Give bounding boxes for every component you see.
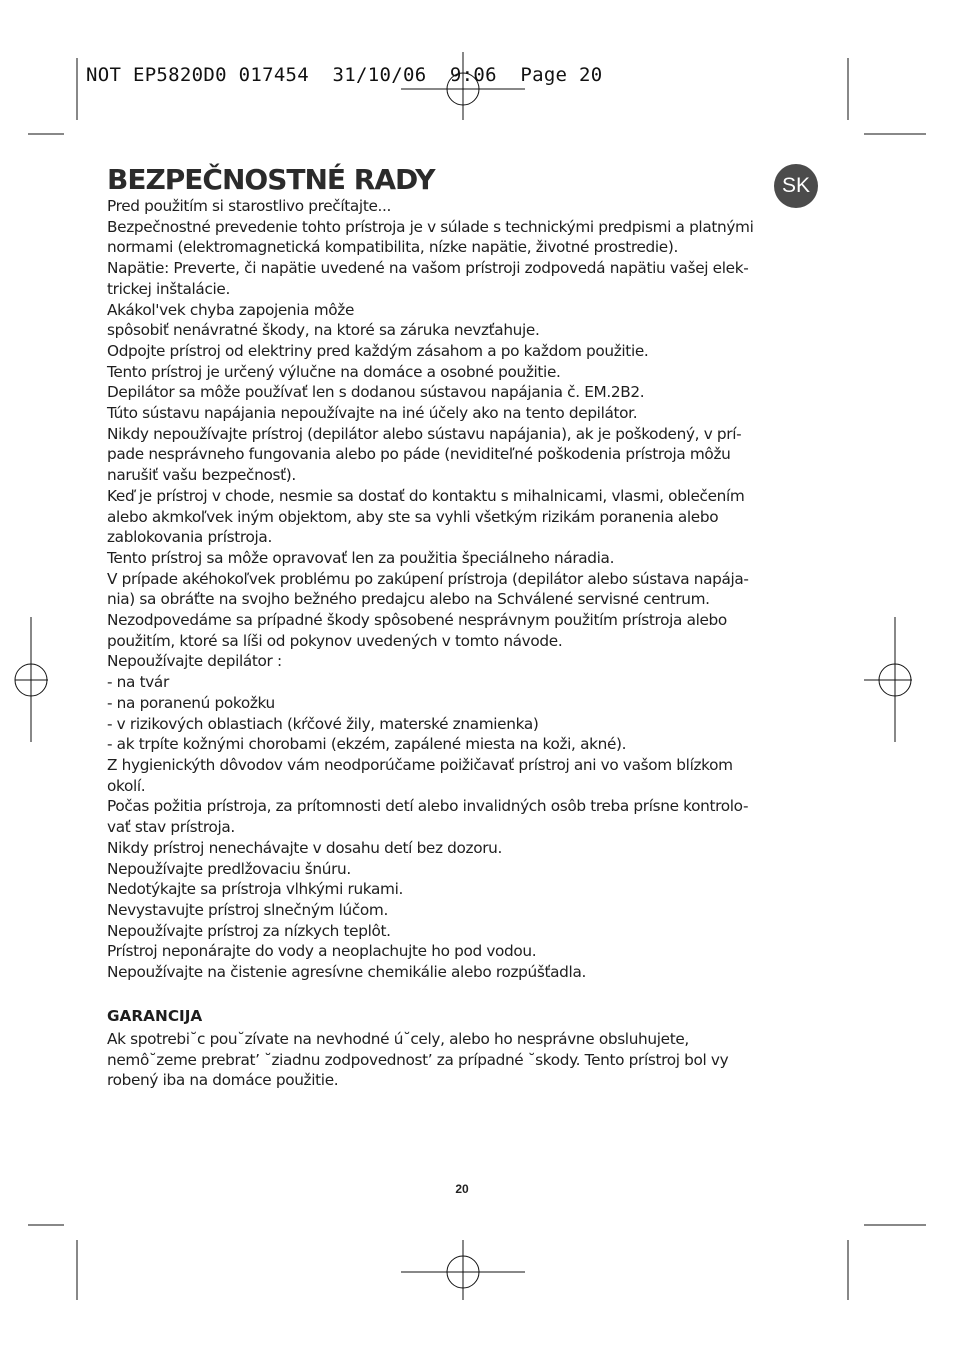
body-line: Počas požitia prístroja, za prítomnosti detí alebo invalidných osôb treba prísne kontrolo-	[107, 797, 749, 816]
body-line: pade nesprávneho fungovania alebo po páde (neviditeľné poškodenia prístroja môžu	[107, 445, 731, 464]
guarantee-line: nemô˘zeme prebrat’ ˘ziadnu zodpovednost’ za prípadné ˘skody. Tento prístroj bol vy	[107, 1050, 729, 1069]
body-line: Prístroj neponárajte do vody a neoplachujte ho pod vodou.	[107, 942, 537, 961]
body-line: Depilátor sa môže používať len s dodanou sústavou napájania č. EM.2B2.	[107, 383, 645, 402]
registration-mark-top	[401, 52, 525, 120]
body-line: normami (elektromagnetická kompatibilita, nízke napätie, životné prostredie).	[107, 238, 678, 257]
body-line: Nepoužívajte na čistenie agresívne chemikálie alebo rozpúšťadla.	[107, 963, 586, 982]
body-line: nia) sa obráťte na svojho bežného predajcu alebo na Schválené servisné centrum.	[107, 590, 710, 609]
body-line: Keď je prístroj v chode, nesmie sa dostať do kontaktu s mihalnicami, vlasmi, oblečením	[107, 486, 745, 505]
guarantee-heading: GARANCIJA	[107, 1007, 203, 1025]
guarantee-line: Ak spotrebi˘c pou˘zívate na nevhodné ú˘cely, alebo ho nesprávne obsluhujete,	[107, 1030, 689, 1048]
body-line: okolí.	[107, 776, 146, 795]
body-line: Nedotýkajte sa prístroja vlhkými rukami.	[107, 880, 404, 899]
body-line: V prípade akéhokoľvek problému po zakúpení prístroja (depilátor alebo sústava napája-	[107, 569, 749, 588]
body-line: - ak trpíte kožnými chorobami (ekzém, zapálené miesta na koži, akné).	[107, 735, 627, 754]
body-line: Napätie: Preverte, či napätie uvedené na vašom prístroji zodpovedá napätiu vašej elek-	[107, 259, 749, 278]
body-line: - na tvár	[107, 673, 169, 692]
body-line: Nepoužívajte depilátor :	[107, 652, 282, 671]
language-badge: SK	[774, 164, 818, 208]
body-line: trickej inštalácie.	[107, 279, 230, 298]
body-line: Nikdy prístroj nenechávajte v dosahu detí bez dozoru.	[107, 838, 503, 857]
body-line: Nepoužívajte predlžovaciu šnúru.	[107, 859, 351, 878]
body-line: narušiť vašu bezpečnosť).	[107, 466, 296, 485]
body-line: spôsobiť nenávratné škody, na ktoré sa záruka nevzťahuje.	[107, 321, 540, 340]
registration-mark-bottom	[401, 1240, 525, 1300]
registration-mark-left	[15, 617, 48, 742]
body-line: zablokovania prístroja.	[107, 528, 272, 547]
body-line: Tento prístroj je určený výlučne na domáce a osobné použitie.	[107, 362, 561, 381]
body-line: - na poranenú pokožku	[107, 693, 275, 712]
registration-mark-right	[864, 617, 912, 742]
safety-instructions	[107, 196, 819, 983]
body-line: - v rizikových oblastiach (kŕčové žily, materské znamienka)	[107, 714, 539, 733]
print-slug: NOT EP5820D0 017454 31/10/06 9:06 Page 20	[86, 64, 603, 86]
body-line: Nezodpovedáme sa prípadné škody spôsobené nesprávnym použitím prístroja alebo	[107, 611, 727, 630]
body-line: Nikdy nepoužívajte prístroj (depilátor alebo sústavu napájania), ak je poškodený, v prí-	[107, 424, 742, 443]
body-line: Pred použitím si starostlivo prečítajte...	[107, 197, 392, 215]
body-line: Akákol'vek chyba zapojenia môže	[107, 300, 355, 319]
body-line: Tento prístroj sa môže opravovať len za použitia špeciálneho náradia.	[107, 548, 615, 567]
body-line: Bezpečnostné prevedenie tohto prístroja je v súlade s technickými predpismi a platnými	[107, 217, 754, 236]
body-line: Nevystavujte prístroj slnečným lúčom.	[107, 900, 388, 919]
page-number: 20	[455, 1182, 469, 1196]
body-line: Odpojte prístroj od elektriny pred každým zásahom a po každom použitie.	[107, 341, 649, 360]
guarantee-text	[107, 1029, 819, 1091]
body-line: Nepoužívajte prístroj za nízkych teplôt.	[107, 921, 391, 940]
body-line: vať stav prístroja.	[107, 818, 235, 837]
page-title: BEZPEČNOSTNÉ RADY	[107, 163, 435, 196]
body-line: použitím, ktoré sa líši od pokynov uvedených v tomto návode.	[107, 631, 563, 650]
body-line: alebo akmkoľvek iným objektom, aby ste sa vyhli všetkým rizikám poranenia alebo	[107, 507, 719, 526]
body-line: Z hygienickýth dôvodov vám neodporúčame poižičavať prístroj ani vo vašom blízkom	[107, 755, 733, 774]
guarantee-line: robený iba na domáce použitie.	[107, 1071, 339, 1090]
body-line: Túto sústavu napájania nepoužívajte na iné účely ako na tento depilátor.	[107, 404, 638, 423]
